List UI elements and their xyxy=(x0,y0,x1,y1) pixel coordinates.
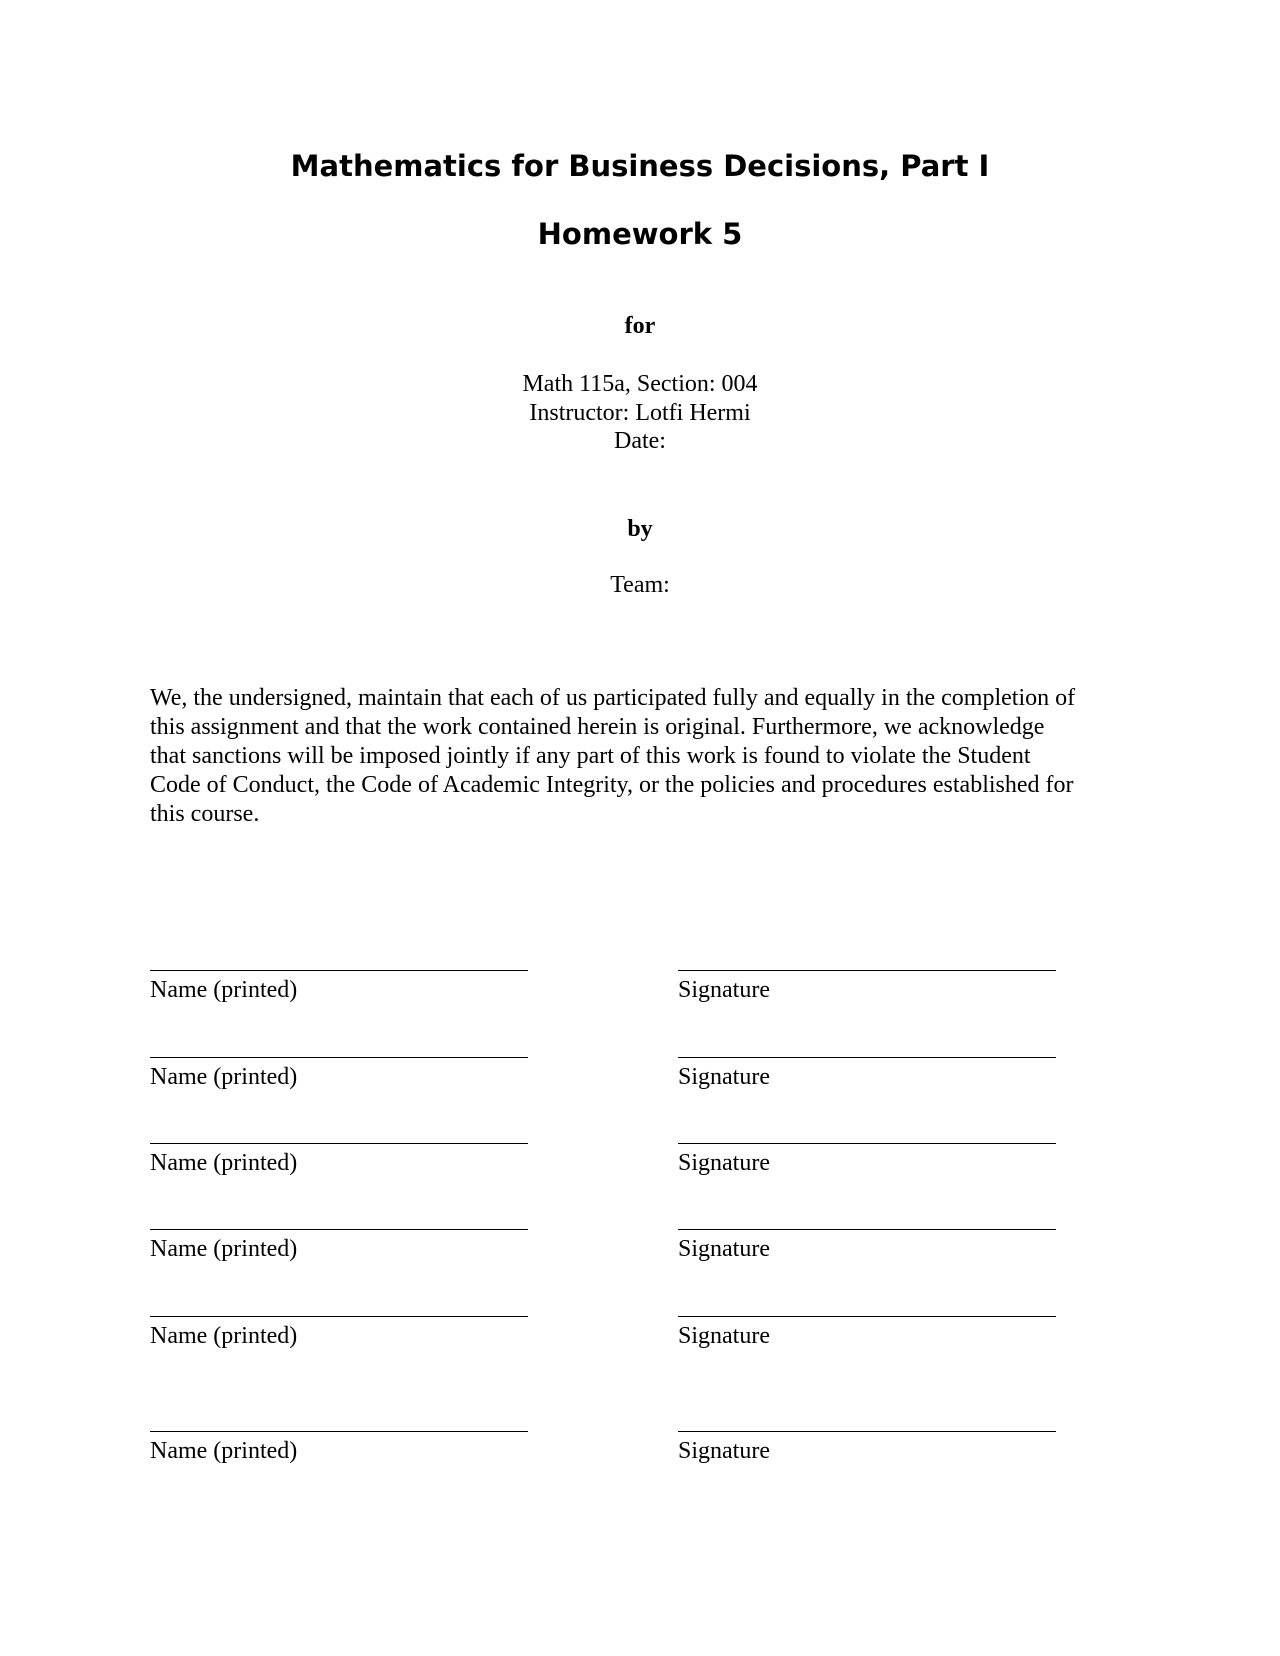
signature-label: Signature xyxy=(678,1064,770,1090)
instructor-line: Instructor: Lotfi Hermi xyxy=(529,400,751,426)
name-label: Name (printed) xyxy=(150,1150,298,1176)
name-line[interactable] xyxy=(150,970,528,971)
statement-line: this course. xyxy=(150,801,260,827)
name-line[interactable] xyxy=(150,1316,528,1317)
name-label: Name (printed) xyxy=(150,1438,298,1464)
document-title: Mathematics for Business Decisions, Part I xyxy=(290,149,990,183)
name-line[interactable] xyxy=(150,1143,528,1144)
signature-line[interactable] xyxy=(678,1143,1056,1144)
signature-line[interactable] xyxy=(678,1229,1056,1230)
for-label: for xyxy=(624,313,656,339)
name-label: Name (printed) xyxy=(150,977,298,1003)
signature-line[interactable] xyxy=(678,1431,1056,1432)
signature-label: Signature xyxy=(678,977,770,1003)
name-line[interactable] xyxy=(150,1229,528,1230)
statement-line: this assignment and that the work contained herein is original. Furthermore, we acknowledge xyxy=(150,714,1045,740)
statement-line: that sanctions will be imposed jointly if any part of this work is found to violate the Student xyxy=(150,743,1031,769)
signature-line[interactable] xyxy=(678,1316,1056,1317)
name-line[interactable] xyxy=(150,1431,528,1432)
signature-label: Signature xyxy=(678,1150,770,1176)
signature-label: Signature xyxy=(678,1438,770,1464)
name-label: Name (printed) xyxy=(150,1323,298,1349)
document-subtitle: Homework 5 xyxy=(537,217,743,251)
signature-label: Signature xyxy=(678,1323,770,1349)
name-line[interactable] xyxy=(150,1057,528,1058)
team-line: Team: xyxy=(610,572,670,598)
signature-line[interactable] xyxy=(678,970,1056,971)
statement-line: We, the undersigned, maintain that each of us participated fully and equally in the completion of xyxy=(150,685,1076,711)
integrity-statement xyxy=(150,684,1140,829)
signature-line[interactable] xyxy=(678,1057,1056,1058)
signature-label: Signature xyxy=(678,1236,770,1262)
by-label: by xyxy=(627,516,653,542)
statement-line: Code of Conduct, the Code of Academic Integrity, or the policies and procedures established for xyxy=(150,772,1074,798)
course-line: Math 115a, Section: 004 xyxy=(522,371,758,397)
name-label: Name (printed) xyxy=(150,1064,298,1090)
date-line: Date: xyxy=(614,428,666,454)
name-label: Name (printed) xyxy=(150,1236,298,1262)
